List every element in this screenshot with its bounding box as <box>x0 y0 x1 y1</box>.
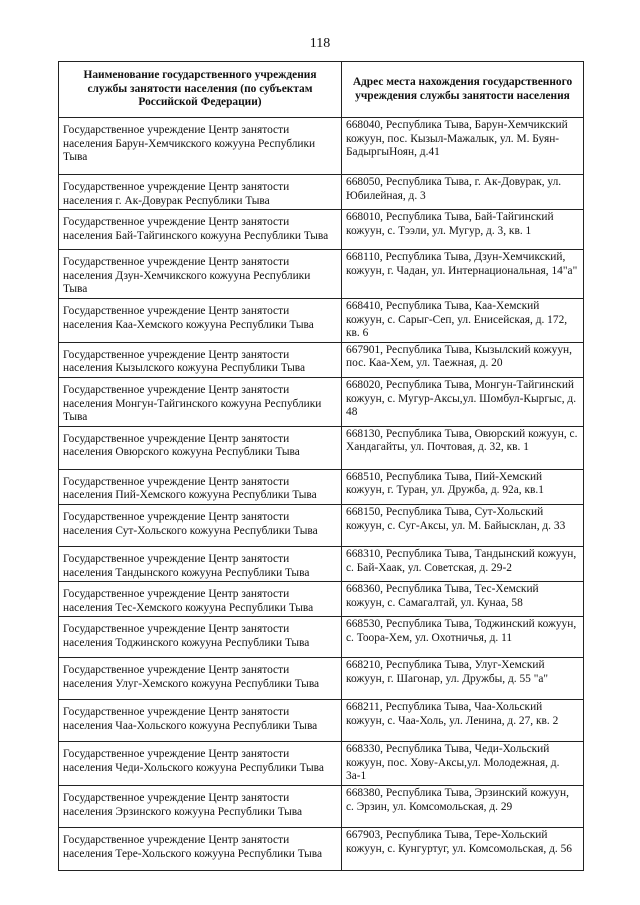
table-row <box>59 546 584 581</box>
table-row <box>59 658 584 700</box>
center-address-cell: 668380, Республика Тыва, Эрзинский кожуун, с. Эрзин, ул. Комсомольская, д. 29 <box>342 786 584 828</box>
table-row <box>59 175 584 210</box>
center-name-cell: Государственное учреждение Центр занятости населения Улуг-Хемского кожууна Республики Тыва <box>59 658 342 700</box>
center-address-cell: 668130, Республика Тыва, Овюрский кожуун, с. Хандагайты, ул. Почтовая, д. 32, кв. 1 <box>342 426 584 469</box>
center-name-cell: Государственное учреждение Центр занятости населения Пий-Хемского кожууна Республики Тыва <box>59 469 342 504</box>
center-address-cell: 668010, Республика Тыва, Бай-Тайгинский кожуун, с. Тээли, ул. Мугур, д. 3, кв. 1 <box>342 210 584 250</box>
center-address-cell: 668040, Республика Тыва, Барун-Хемчикский кожуун, пос. Кызыл-Мажалык, ул. М. Буян-БадыргыНоян, д.41 <box>342 118 584 175</box>
center-address-cell: 667903, Республика Тыва, Тере-Хольский кожуун, с. Кунгуртуг, ул. Комсомольская, д. 56 <box>342 828 584 871</box>
center-address-cell: 668150, Республика Тыва, Сут-Хольский кожуун, с. Суг-Аксы, ул. М. Байысклан, д. 33 <box>342 504 584 546</box>
center-address-cell: 668050, Республика Тыва, г. Ак-Довурак, ул. Юбилейная, д. 3 <box>342 175 584 210</box>
table-row <box>59 342 584 377</box>
center-address-cell: 668020, Республика Тыва, Монгун-Тайгинский кожуун, с. Мугур-Аксы,ул. Шомбул-Кыргыс, д. 48 <box>342 377 584 426</box>
center-name-cell: Государственное учреждение Центр занятости населения Бай-Тайгинского кожууна Республики Тыва <box>59 210 342 250</box>
center-name-cell: Государственное учреждение Центр занятости населения Дзун-Хемчикского кожууна Республики Тыва <box>59 250 342 299</box>
center-address-cell: 668530, Республика Тыва, Тоджинский кожуун, с. Тоора-Хем, ул. Охотничья, д. 11 <box>342 617 584 658</box>
center-name-cell: Государственное учреждение Центр занятости населения Тандынского кожууна Республики Тыва <box>59 546 342 581</box>
table-row <box>59 210 584 250</box>
center-name-cell: Государственное учреждение Центр занятости населения Тес-Хемского кожууна Республики Тыва <box>59 582 342 617</box>
center-name-cell: Государственное учреждение Центр занятости населения Тоджинского кожууна Республики Тыва <box>59 617 342 658</box>
center-address-cell: 668330, Республика Тыва, Чеди-Хольский кожуун, пос. Хову-Аксы,ул. Молодежная, д. 3а-1 <box>342 742 584 786</box>
center-name-cell: Государственное учреждение Центр занятости населения Сут-Хольского кожууна Республики Тыва <box>59 504 342 546</box>
employment-centers-table <box>58 61 584 871</box>
header-name: Наименование государственного учреждения службы занятости населения (по субъектам Российской Федерации) <box>59 62 342 118</box>
table-row <box>59 828 584 871</box>
table-header-row <box>59 62 584 118</box>
table-row <box>59 617 584 658</box>
center-name-cell: Государственное учреждение Центр занятости населения Каа-Хемского кожууна Республики Тыва <box>59 298 342 342</box>
center-name-cell: Государственное учреждение Центр занятости населения Кызылского кожууна Республики Тыва <box>59 342 342 377</box>
center-name-cell: Государственное учреждение Центр занятости населения Чеди-Хольского кожууна Республики Тыва <box>59 742 342 786</box>
table-row <box>59 786 584 828</box>
table-row <box>59 377 584 426</box>
center-name-cell: Государственное учреждение Центр занятости населения г. Ак-Довурак Республики Тыва <box>59 175 342 210</box>
center-address-cell: 668211, Республика Тыва, Чаа-Хольский кожуун, с. Чаа-Холь, ул. Ленина, д. 27, кв. 2 <box>342 700 584 742</box>
table-row <box>59 469 584 504</box>
center-address-cell: 668210, Республика Тыва, Улуг-Хемский кожуун, г. Шагонар, ул. Дружбы, д. 55 "а" <box>342 658 584 700</box>
table-row <box>59 426 584 469</box>
center-address-cell: 668360, Республика Тыва, Тес-Хемский кожуун, с. Самагалтай, ул. Кунаа, 58 <box>342 582 584 617</box>
center-name-cell: Государственное учреждение Центр занятости населения Овюрского кожууна Республики Тыва <box>59 426 342 469</box>
center-address-cell: 668310, Республика Тыва, Тандынский кожуун, с. Бай-Хаак, ул. Советская, д. 29-2 <box>342 546 584 581</box>
center-name-cell: Государственное учреждение Центр занятости населения Тере-Хольского кожууна Республики Тыва <box>59 828 342 871</box>
table-row <box>59 504 584 546</box>
center-address-cell: 668110, Республика Тыва, Дзун-Хемчикский, кожуун, г. Чадан, ул. Интернациональная, 14"а" <box>342 250 584 299</box>
center-name-cell: Государственное учреждение Центр занятости населения Эрзинского кожууна Республики Тыва <box>59 786 342 828</box>
header-address: Адрес места нахождения государственного учреждения службы занятости населения <box>342 62 584 118</box>
center-name-cell: Государственное учреждение Центр занятости населения Барун-Хемчикского кожууна Республики Тыва <box>59 118 342 175</box>
center-address-cell: 668510, Республика Тыва, Пий-Хемский кожуун, г. Туран, ул. Дружба, д. 92а, кв.1 <box>342 469 584 504</box>
center-name-cell: Государственное учреждение Центр занятости населения Чаа-Хольского кожууна Республики Тыва <box>59 700 342 742</box>
table-row <box>59 700 584 742</box>
table-row <box>59 742 584 786</box>
center-address-cell: 668410, Республика Тыва, Каа-Хемский кожуун, с. Сарыг-Сеп, ул. Енисейская, д. 172, кв. 6 <box>342 298 584 342</box>
center-name-cell: Государственное учреждение Центр занятости населения Монгун-Тайгинского кожууна Республики Тыва <box>59 377 342 426</box>
table-row <box>59 118 584 175</box>
table-row <box>59 582 584 617</box>
table-row <box>59 298 584 342</box>
table-row <box>59 250 584 299</box>
page-number: 118 <box>309 36 331 51</box>
center-address-cell: 667901, Республика Тыва, Кызылский кожуун, пос. Каа-Хем, ул. Таежная, д. 20 <box>342 342 584 377</box>
